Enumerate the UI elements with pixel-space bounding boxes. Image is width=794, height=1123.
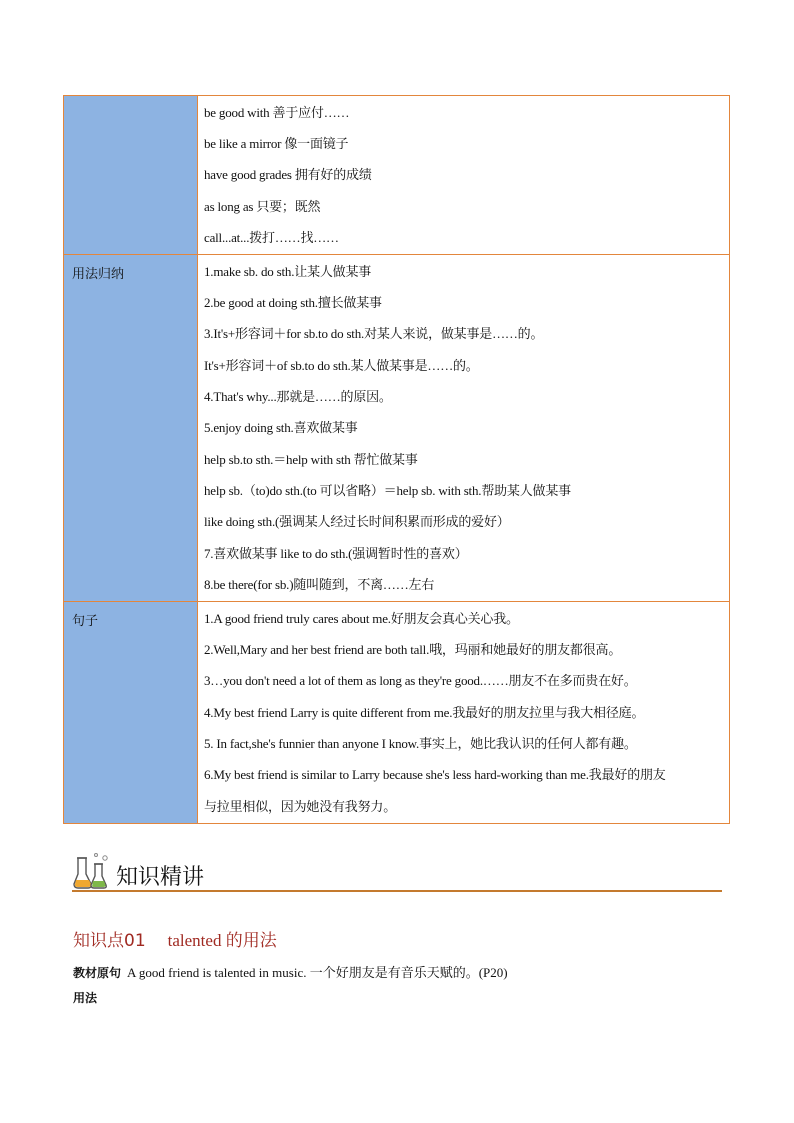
row-content [198, 96, 730, 255]
content-line: It's+形容词＋of sb.to do sth.某人做某事是……的。 [204, 357, 479, 373]
section-divider [72, 890, 722, 892]
table-row [64, 96, 730, 255]
row-label: 用法归纳 [64, 255, 198, 602]
knowledge-point-heading [73, 926, 277, 951]
knowledge-point-number: 知识点01 [73, 931, 146, 951]
table-row [64, 255, 730, 602]
flask-icon [72, 852, 112, 890]
content-line: 3…you don't need a lot of them as long as they're good.……朋友不在多而贵在好。 [204, 673, 637, 689]
source-sentence [73, 962, 508, 981]
content-line: have good grades 拥有好的成绩 [204, 167, 372, 183]
source-label: 教材原句 [73, 966, 122, 980]
content-line: 1.A good friend truly cares about me.好朋友会真心关心我。 [204, 611, 519, 627]
usage-label: 用法 [73, 991, 98, 1005]
content-line: 2.be good at doing sth.擅长做某事 [204, 295, 382, 311]
content-line: as long as 只要；既然 [204, 198, 321, 214]
content-line: be like a mirror 像一面镜子 [204, 136, 349, 151]
vocab-table [63, 95, 730, 824]
content-line: 5. In fact,she's funnier than anyone I know.事实上，她比我认识的任何人都有趣。 [204, 736, 637, 752]
row-label: 句子 [64, 602, 198, 824]
content-line: help sb.（to)do sth.(to 可以省略）＝help sb. with sth.帮助某人做某事 [204, 482, 571, 498]
content-line: 4.My best friend Larry is quite different from me.我最好的朋友拉里与我大相径庭。 [204, 704, 645, 720]
content-line: help sb.to sth.＝help with sth 帮忙做某事 [204, 451, 418, 467]
content-line: 6.My best friend is similar to Larry because she's less hard-working than me.我最好的朋友 [204, 767, 666, 783]
section-header [72, 852, 722, 892]
content-line: 7.喜欢做某事 like to do sth.(强调暂时性的喜欢） [204, 545, 468, 561]
content-line: 1.make sb. do sth.让某人做某事 [204, 264, 372, 280]
content-line: 与拉里相似，因为她没有我努力。 [204, 798, 397, 814]
knowledge-point-title: talented 的用法 [167, 931, 277, 950]
row-label [64, 96, 198, 255]
source-text: A good friend is talented in music. 一个好朋友是有音乐天赋的。(P20) [127, 965, 508, 980]
content-line: 2.Well,Mary and her best friend are both tall.哦，玛丽和她最好的朋友都很高。 [204, 642, 622, 658]
content-line: be good with 善于应付…… [204, 105, 350, 120]
content-line: 4.That's why...那就是……的原因。 [204, 389, 392, 405]
content-line: call...at...拨打……找…… [204, 229, 339, 245]
section-title: 知识精讲 [116, 865, 205, 890]
row-content [198, 255, 730, 602]
row-content [198, 602, 730, 824]
table-row [64, 602, 730, 824]
content-line: like doing sth.(强调某人经过长时间积累而形成的爱好） [204, 514, 510, 530]
content-line: 3.It's+形容词＋for sb.to do sth.对某人来说，做某事是……的。 [204, 326, 544, 342]
content-line: 5.enjoy doing sth.喜欢做某事 [204, 420, 358, 436]
content-line: 8.be there(for sb.)随叫随到，不离……左右 [204, 576, 435, 592]
